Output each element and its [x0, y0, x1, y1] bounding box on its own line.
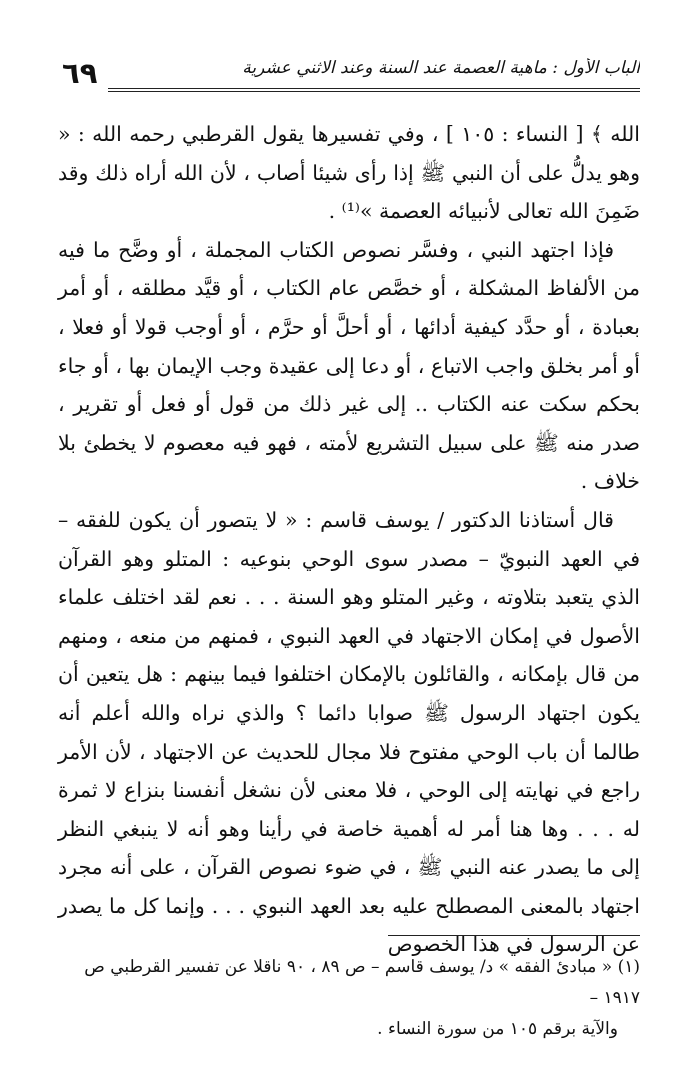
running-title: الباب الأول : ماهية العصمة عند السنة وعند الاثني عشرية: [242, 58, 640, 78]
paragraph-3: قال أستاذنا الدكتور / يوسف قاسم : « لا يتصور أن يكون للفقه – في العهد النبويّ – مصدر سوى الوحي بنوعيه : المتلو وهو القرآن الذي يتعبد بتلاوته ، وغير المتلو وهو السنة . . . نعم لقد اختلف علماء الأصول في إمكان الاجتهاد في العهد النبوي ، فمنهم من منعه ، ومنهم من قال بإمكانه ، والقائلون بالإمكان اختلفوا فيما بينهم : هل يتعين أن يكون اجتهاد الرسول ﷺ صوابا دائما ؟ والذي نراه والله أعلم أنه طالما أن باب الوحي مفتوح فلا مجال للحديث عن الاجتهاد ، لأن الأمر راجع في نهايته إلى الوحي ، فلا معنى لأن نشغل أنفسنا بنزاع لا ثمرة له . . . وها هنا أمر له أهمية خاصة في رأينا وهو أنه لا ينبغي النظر إلى ما يصدر عنه النبي ﷺ ، في ضوء نصوص القرآن ، على أنه مجرد اجتهاد بالمعنى المصطلح عليه بعد العهد النبوي . . . وإنما كل ما يصدر عن الرسول في هذا الخصوص: [58, 507, 640, 957]
footnote-1-line-1: (١) « مبادئ الفقه » د/ يوسف قاسم – ص ٨٩ ، ٩٠ ناقلا عن تفسير القرطبي ص ١٩١٧ –: [84, 957, 640, 1008]
footnote-separator: [388, 935, 640, 936]
page-number: ٦٩: [62, 56, 98, 90]
paragraph-1: الله ﴾ [ النساء : ١٠٥ ] ، وفي تفسيرها يقول القرطبي رحمه الله : « وهو يدلُّ على أن النبي ﷺ إذا رأى شيئا أصاب ، لأن الله أراه ذلك وقد ضَمِنَ الله تعالى لأنبيائه العصمة »⁽¹⁾ .: [58, 122, 640, 224]
page-header: [58, 52, 640, 94]
footnotes: [58, 952, 640, 1045]
header-rule: [108, 88, 640, 92]
main-text: [58, 115, 640, 964]
paragraph-2: فإذا اجتهد النبي ، وفسَّر نصوص الكتاب المجملة ، أو وضَّح ما فيه من الألفاظ المشكلة ، أو خصَّص عام الكتاب ، أو قيَّد مطلقه ، أو أمر بعبادة ، أو حدَّد كيفية أدائها ، أو أحلَّ أو حرَّم ، أو أوجب قولا أو فعلا ، أو أمر بخلق واجب الاتباع ، أو دعا إلى عقيدة وجب الإيمان بها ، أو جاء بحكم سكت عنه الكتاب .. إلى غير ذلك من قول أو فعل أو تقرير ، صدر منه ﷺ على سبيل التشريع لأمته ، فهو فيه معصوم لا يخطئ بلا خلاف .: [58, 237, 640, 494]
footnote-1-line-2: والآية برقم ١٠٥ من سورة النساء .: [377, 1019, 618, 1039]
